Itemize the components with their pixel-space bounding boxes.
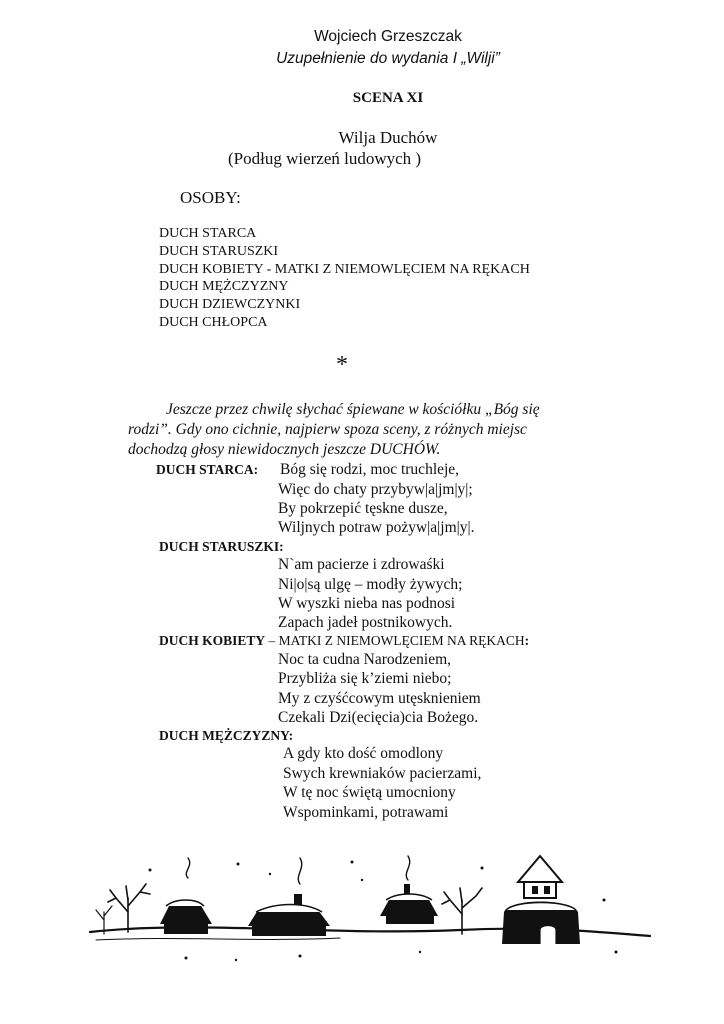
winter-village-illustration (0, 840, 724, 1024)
verse-line: A gdy kto dość omodlony (283, 745, 444, 762)
chapel (502, 856, 580, 944)
verse-line: Czekali Dzi(ecięcia)cia Bożego. (278, 709, 479, 726)
snow-roof (166, 900, 204, 906)
chimney-smoke (186, 858, 189, 878)
verse-line: Bóg się rodzi, moc truchleje, (280, 461, 460, 478)
verse-line: My z czyśćcowym utęsknieniem (278, 690, 481, 707)
chimney-smoke (298, 858, 301, 884)
stage-direction-line: Jeszcze przez chwilę słychać śpiewane w kościółku „Bóg się (166, 401, 540, 418)
scene-title: Wilja Duchów (338, 128, 438, 147)
cast-item: DUCH DZIEWCZYNKI (159, 297, 301, 312)
verse-line: W tę noc świętą umocniony (283, 784, 456, 801)
cast-item: DUCH MĘŻCZYZNY (159, 279, 289, 294)
scene-subtitle: (Podług wierzeń ludowych ) (228, 149, 422, 168)
speaker-label-colon: : (524, 633, 530, 648)
snow-roof (256, 905, 322, 913)
bare-tree (108, 884, 150, 932)
cast-item: DUCH CHŁOPCA (159, 315, 268, 330)
cast-item: DUCH STARUSZKI (159, 244, 279, 259)
cottage (380, 884, 438, 924)
verse-line: By pokrzepić tęskne dusze, (278, 500, 448, 517)
verse-line: N`am pacierze i zdrowaśki (278, 556, 445, 573)
chimney-smoke (406, 856, 409, 880)
speaker-label (159, 633, 529, 649)
verse-line: Noc ta cudna Narodzeniem, (278, 651, 452, 668)
snow-roof (386, 894, 432, 900)
verse-line: W wyszki nieba nas podnosi (278, 595, 456, 612)
cast-item: DUCH STARCA (159, 226, 257, 241)
speaker-label: DUCH MĘŻCZYZNY: (159, 728, 294, 743)
speaker-label-main: DUCH KOBIETY (159, 633, 266, 648)
edition-subtitle: Uzupełnienie do wydania I „Wilji” (276, 50, 500, 67)
speaker-label: DUCH STARUSZKI: (159, 539, 284, 554)
separator-asterisk: * (336, 352, 348, 378)
speaker-label-detail: – MATKI Z NIEMOWLĘCIEM NA RĘKACH (265, 633, 525, 648)
cast-heading: OSOBY: (180, 188, 241, 207)
stage-direction-line: rodzi”. Gdy ono cichnie, najpierw spoza sceny, z różnych miejsc (128, 421, 527, 438)
verse-line: Zapach jadeł postnikowych. (278, 614, 453, 631)
cottage (248, 894, 330, 936)
scene-number: SCENA XI (352, 90, 424, 106)
speaker-label: DUCH STARCA: (156, 462, 259, 477)
verse-line: Wiljnych potraw pożyw|a|jm|y|. (278, 519, 475, 536)
cast-item: DUCH KOBIETY - MATKI Z NIEMOWLĘCIEM NA RĘKACH (159, 262, 530, 277)
cottage (160, 904, 212, 934)
verse-line: Przybliża się k’ziemi niebo; (278, 670, 452, 687)
ground-line (96, 938, 340, 940)
verse-line: Wspominkami, potrawami (283, 804, 449, 821)
verse-line: Swych krewniaków pacierzami, (283, 765, 482, 782)
bare-tree (442, 888, 482, 934)
verse-line: Ni|o|są ulgę – modły żywych; (278, 576, 463, 593)
stage-direction-line: dochodzą głosy niewidocznych jeszcze DUCHÓW. (128, 441, 441, 458)
author-name: Wojciech Grzeszczak (314, 28, 462, 45)
verse-line: Więc do chaty przybyw|a|jm|y|; (278, 481, 473, 498)
